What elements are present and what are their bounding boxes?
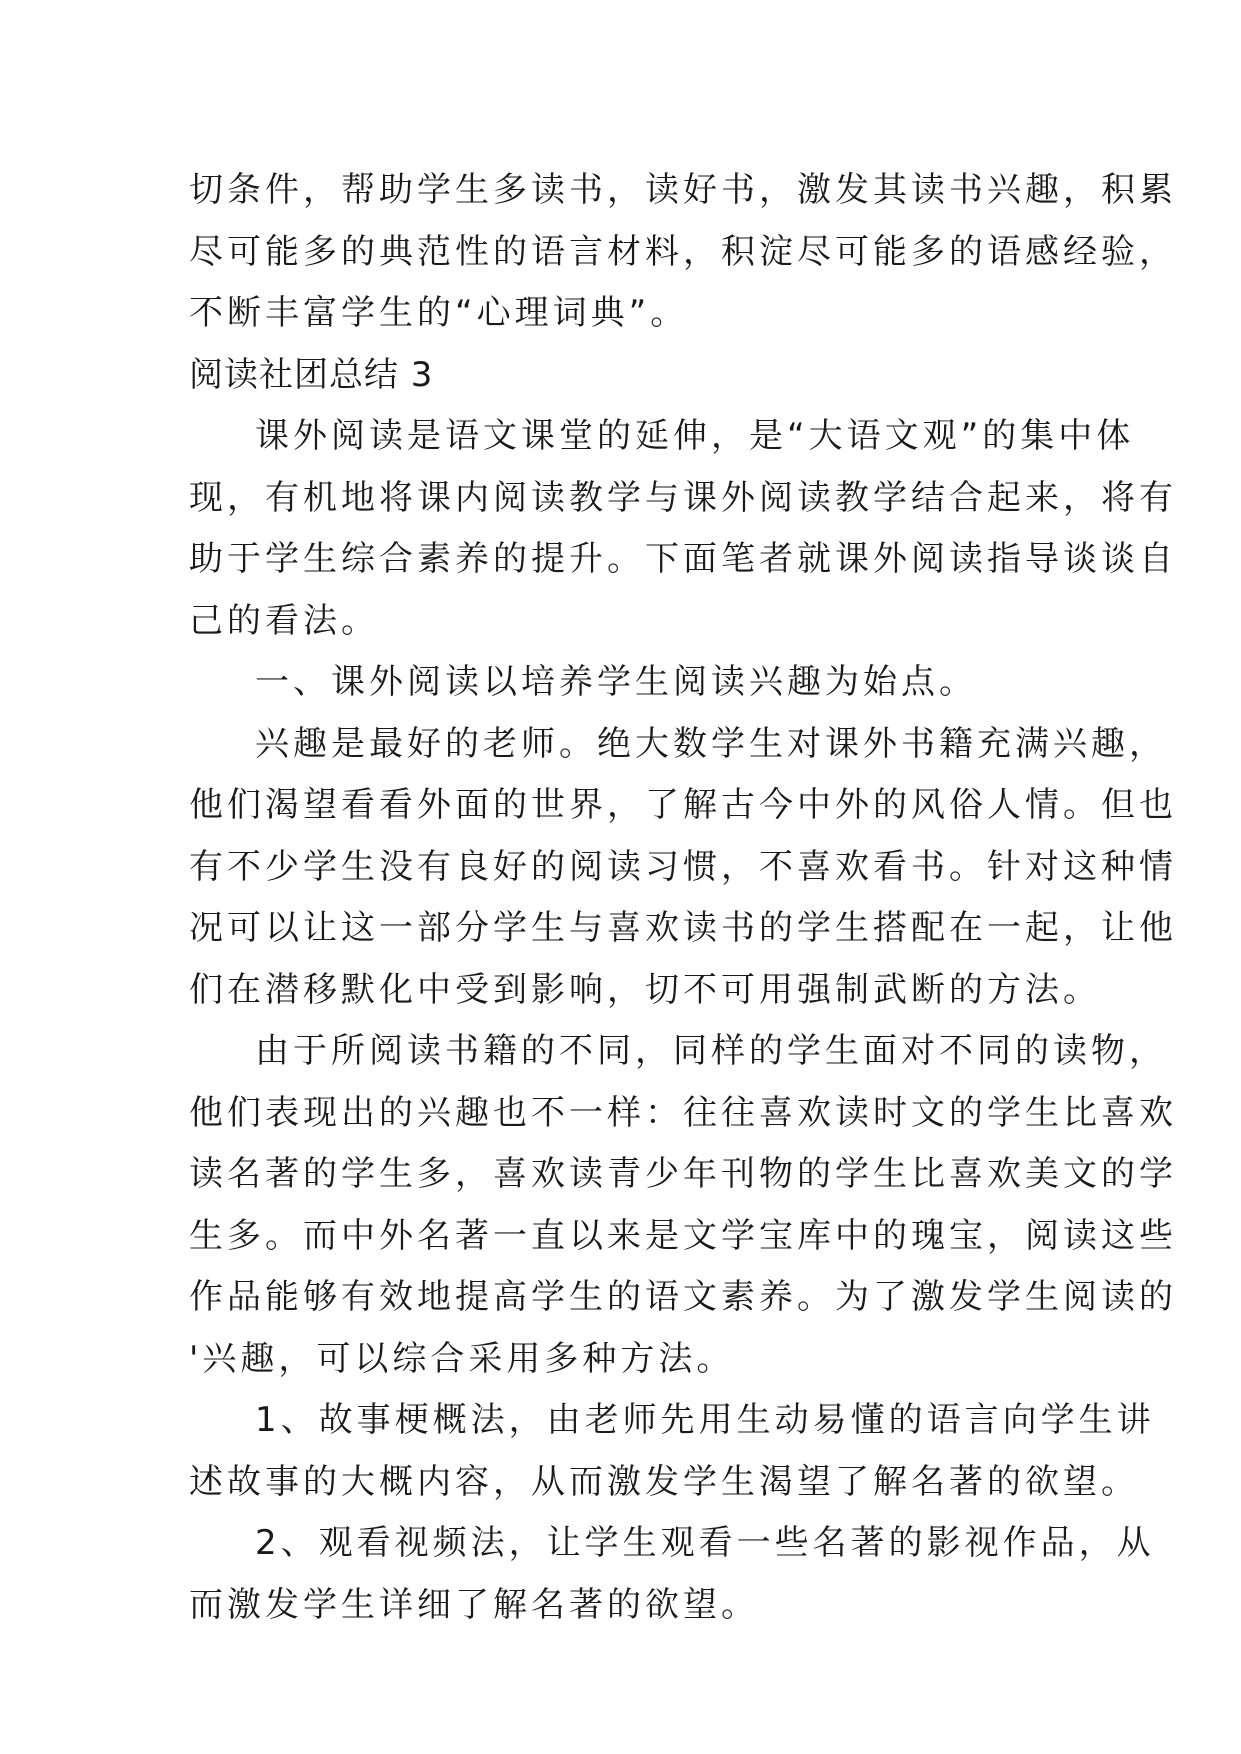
text-line: 他们渴望看看外面的世界，了解古今中外的风俗人情。但也 xyxy=(189,785,1177,825)
text-line: 有不少学生没有良好的阅读习惯，不喜欢看书。针对这种情 xyxy=(189,846,1177,887)
text-line: 兴趣是最好的老师。绝大数学生对课外书籍充满兴趣， xyxy=(255,723,1167,764)
text-line: 述故事的大概内容，从而激发学生渴望了解名著的欲望。 xyxy=(189,1461,1139,1502)
text-line: 不断丰富学生的“心理词典”。 xyxy=(189,293,689,333)
text-line: 他们表现出的兴趣也不一样：往往喜欢读时文的学生比喜欢 xyxy=(189,1092,1177,1133)
subheading-line: 一、课外阅读以培养学生阅读兴趣为始点。 xyxy=(255,662,977,702)
text-line: 现，有机地将课内阅读教学与课外阅读教学结合起来，将有 xyxy=(189,477,1177,518)
list-item-line: 1、故事梗概法，由老师先用生动易懂的语言向学生讲 xyxy=(255,1400,1155,1440)
text-line: 己的看法。 xyxy=(189,600,379,641)
text-line: 作品能够有效地提高学生的语文素养。为了激发学生阅读的 xyxy=(189,1277,1177,1317)
text-line: 况可以让这一部分学生与喜欢读书的学生搭配在一起，让他 xyxy=(189,908,1177,948)
text-line: 而激发学生详细了解名著的欲望。 xyxy=(189,1584,759,1625)
list-item-line: 2、观看视频法，让学生观看一些名著的影视作品，从 xyxy=(255,1523,1155,1563)
text-line: 助于学生综合素养的提升。下面笔者就课外阅读指导谈谈自 xyxy=(189,539,1177,579)
section-heading: 阅读社团总结 3 xyxy=(189,354,434,395)
text-line: 尽可能多的典范性的语言材料，积淀尽可能多的语感经验， xyxy=(189,231,1177,272)
text-line: 们在潜移默化中受到影响，切不可用强制武断的方法。 xyxy=(189,969,1101,1010)
text-line: 切条件，帮助学生多读书，读好书，激发其读书兴趣，积累 xyxy=(189,170,1177,210)
document-body xyxy=(189,160,1177,1636)
text-line: 由于所阅读书籍的不同，同样的学生面对不同的读物， xyxy=(255,1031,1167,1071)
text-line: 读名著的学生多，喜欢读青少年刊物的学生比喜欢美文的学 xyxy=(189,1154,1177,1194)
text-line: 生多。而中外名著一直以来是文学宝库中的瑰宝，阅读这些 xyxy=(189,1215,1177,1256)
text-line: 课外阅读是语文课堂的延伸，是“大语文观”的集中体 xyxy=(255,416,1135,456)
text-line: '兴趣，可以综合采用多种方法。 xyxy=(189,1338,735,1379)
